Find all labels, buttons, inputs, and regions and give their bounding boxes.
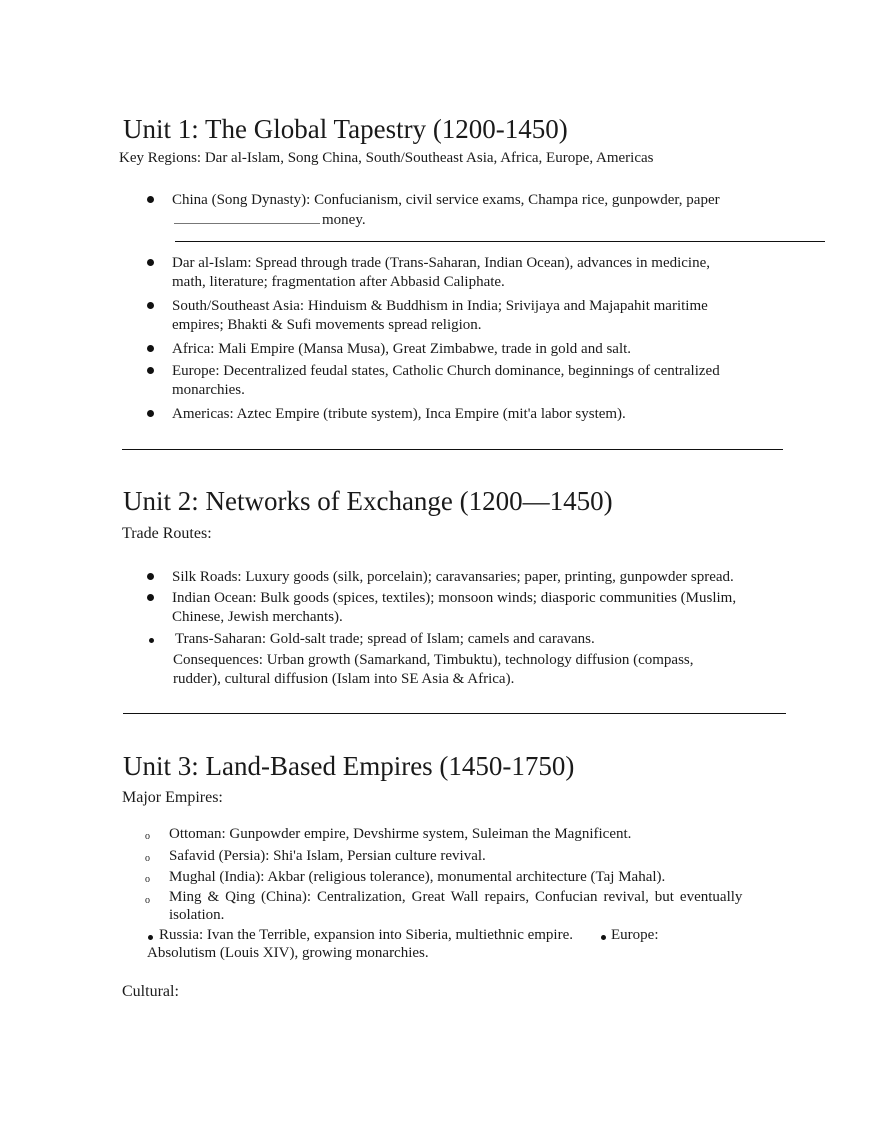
bullet-icon [147,196,154,203]
list-item-cont: isolation. [169,907,225,923]
circle-bullet-icon: o [145,831,150,842]
list-item-cont: monarchies. [172,382,245,398]
section-divider [122,449,783,450]
bullet-icon [147,259,154,266]
list-item: Silk Roads: Luxury goods (silk, porcelain); caravansaries; paper, printing, gunpowder spread. [172,569,734,585]
unit3-label: Major Empires: [122,789,223,806]
circle-bullet-icon: o [145,895,150,906]
bullet-icon [149,638,154,643]
bullet-icon [147,302,154,309]
list-item: Europe: Decentralized feudal states, Catholic Church dominance, beginnings of centralized [172,363,720,379]
cultural-label: Cultural: [122,983,179,1000]
bullet-icon [147,410,154,417]
list-item: Ming & Qing (China): Centralization, Great Wall repairs, Confucian revival, but eventually [169,889,743,905]
list-item: Safavid (Persia): Shi'a Islam, Persian culture revival. [169,848,486,864]
list-item-cont: Consequences: Urban growth (Samarkand, Timbuktu), technology diffusion (compass, [173,652,694,668]
list-item: Trans-Saharan: Gold-salt trade; spread of Islam; camels and caravans. [175,631,595,647]
divider [175,241,825,242]
unit2-title: Unit 2: Networks of Exchange (1200—1450) [123,486,613,516]
list-item: Indian Ocean: Bulk goods (spices, textiles); monsoon winds; diasporic communities (Muslim, [172,590,737,606]
unit2-label: Trade Routes: [122,525,212,542]
list-item: Dar al-Islam: Spread through trade (Trans-Saharan, Indian Ocean), advances in medicine, [172,255,711,271]
section-divider [123,713,786,714]
list-item-cont: empires; Bhakti & Sufi movements spread religion. [172,317,482,333]
list-item-russia: Russia: Ivan the Terrible, expansion into Siberia, multiethnic empire. [159,927,573,943]
unit1-key-regions: Key Regions: Dar al-Islam, Song China, South/Southeast Asia, Africa, Europe, Americas [119,150,654,166]
unit3-title: Unit 3: Land-Based Empires (1450-1750) [123,751,575,781]
list-item-cont: math, literature; fragmentation after Abbasid Caliphate. [172,274,505,290]
unit1-title: Unit 1: The Global Tapestry (1200-1450) [123,114,568,144]
underline-divider [174,223,320,224]
bullet-icon [148,935,153,940]
list-item: Americas: Aztec Empire (tribute system), Inca Empire (mit'a labor system). [172,406,626,422]
list-item-cont: rudder), cultural diffusion (Islam into SE Asia & Africa). [173,671,515,687]
circle-bullet-icon: o [145,853,150,864]
list-item: Ottoman: Gunpowder empire, Devshirme system, Suleiman the Magnificent. [169,826,632,842]
list-item-europe: Europe: [611,927,659,943]
list-item: Mughal (India): Akbar (religious tolerance), monumental architecture (Taj Mahal). [169,869,666,885]
list-item-cont: Absolutism (Louis XIV), growing monarchies. [147,945,429,961]
list-item-cont: Chinese, Jewish merchants). [172,609,343,625]
bullet-icon [147,573,154,580]
bullet-icon [147,367,154,374]
list-item: Africa: Mali Empire (Mansa Musa), Great Zimbabwe, trade in gold and salt. [172,341,632,357]
list-item-cont: money. [322,212,366,228]
list-item: China (Song Dynasty): Confucianism, civil service exams, Champa rice, gunpowder, paper [172,192,720,208]
bullet-icon [147,594,154,601]
circle-bullet-icon: o [145,874,150,885]
bullet-icon [601,935,606,940]
bullet-icon [147,345,154,352]
list-item: South/Southeast Asia: Hinduism & Buddhism in India; Srivijaya and Majapahit maritime [172,298,708,314]
